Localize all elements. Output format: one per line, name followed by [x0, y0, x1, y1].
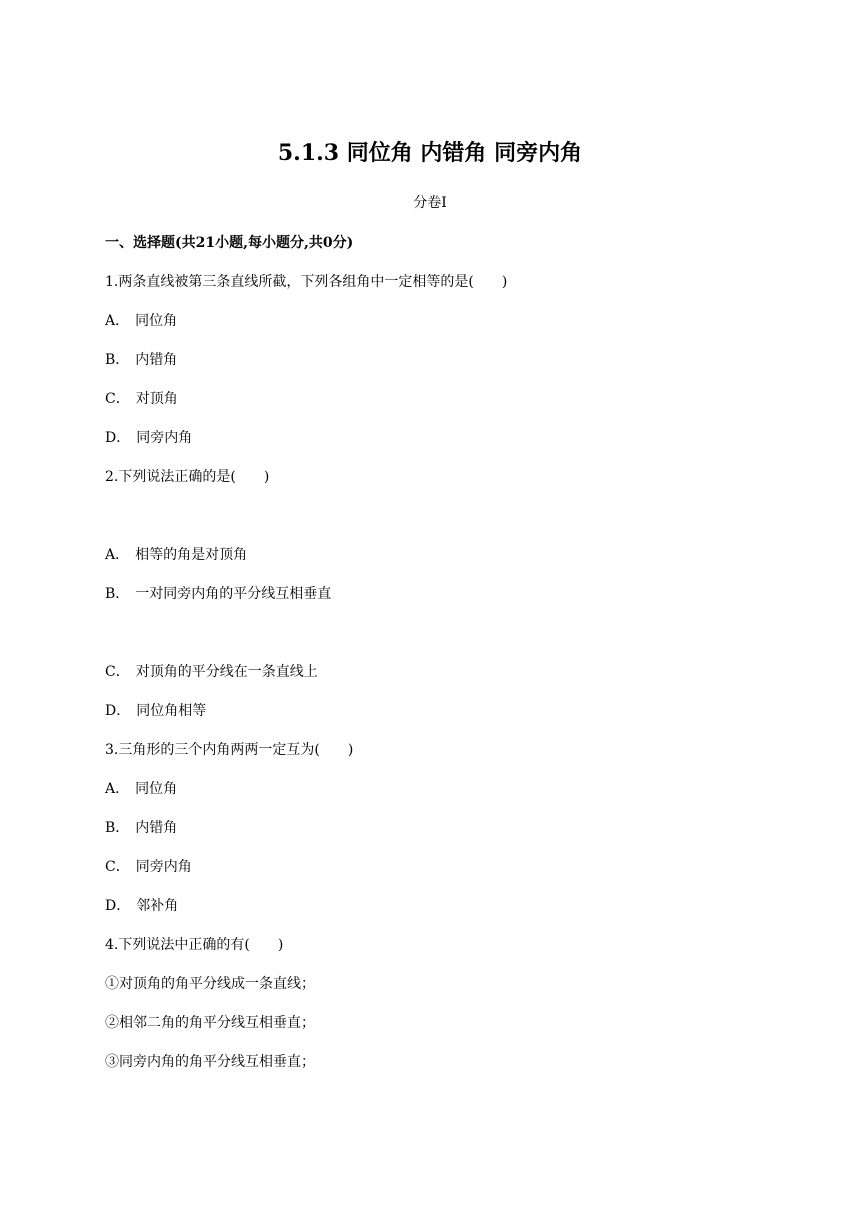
question-2-stem: 2.下列说法正确的是( ) — [105, 469, 270, 485]
option-text: 邻补角 — [136, 898, 179, 914]
section-heading: 一、选择题(共21小题,每小题分,共0分) — [105, 235, 354, 251]
option-text: 相等的角是对顶角 — [135, 547, 248, 563]
question-2-option-d — [105, 701, 206, 721]
option-text: 一对同旁内角的平分线互相垂直 — [135, 586, 332, 602]
question-2-option-c — [105, 662, 318, 682]
question-1-option-d — [105, 428, 192, 448]
question-1-stem: 1.两条直线被第三条直线所截，下列各组角中一定相等的是( ) — [105, 274, 508, 290]
option-letter: B． — [105, 820, 130, 836]
option-letter: A． — [105, 313, 130, 329]
option-letter: D． — [105, 703, 131, 719]
option-text: 同位角相等 — [136, 703, 207, 719]
option-text: 内错角 — [135, 820, 178, 836]
option-letter: C． — [105, 859, 130, 875]
question-3-option-d — [105, 896, 178, 916]
question-4-statement-3: ③同旁内角的角平分线互相垂直； — [105, 1054, 315, 1070]
option-text: 内错角 — [135, 352, 178, 368]
option-letter: A． — [105, 781, 130, 797]
question-3-option-a — [105, 779, 177, 799]
option-text: 同旁内角 — [136, 430, 193, 446]
question-1-option-b — [105, 350, 177, 370]
option-letter: A． — [105, 547, 130, 563]
page-title: 5.1.3 同位角 内错角 同旁内角 — [277, 140, 583, 166]
question-1-option-c — [105, 389, 178, 409]
option-text: 对顶角的平分线在一条直线上 — [135, 664, 318, 680]
section-subtitle: 分卷I — [413, 195, 447, 211]
option-letter: C． — [105, 664, 130, 680]
question-4-statement-2: ②相邻二角的角平分线互相垂直； — [105, 1015, 315, 1031]
option-letter: C． — [105, 391, 130, 407]
option-letter: D． — [105, 898, 131, 914]
option-letter: B． — [105, 586, 130, 602]
question-4-stem: 4.下列说法中正确的有( ) — [105, 937, 284, 953]
option-letter: B． — [105, 352, 130, 368]
question-1-option-a — [105, 311, 177, 331]
question-3-option-c — [105, 857, 192, 877]
question-3-option-b — [105, 818, 177, 838]
question-2-option-a — [105, 545, 247, 565]
option-letter: D． — [105, 430, 131, 446]
option-text: 同位角 — [135, 781, 178, 797]
option-text: 同位角 — [135, 313, 178, 329]
option-text: 同旁内角 — [135, 859, 192, 875]
option-text: 对顶角 — [135, 391, 178, 407]
question-3-stem: 3.三角形的三个内角两两一定互为( ) — [105, 742, 354, 758]
question-2-option-b — [105, 584, 331, 604]
question-4-statement-1: ①对顶角的角平分线成一条直线； — [105, 976, 315, 992]
